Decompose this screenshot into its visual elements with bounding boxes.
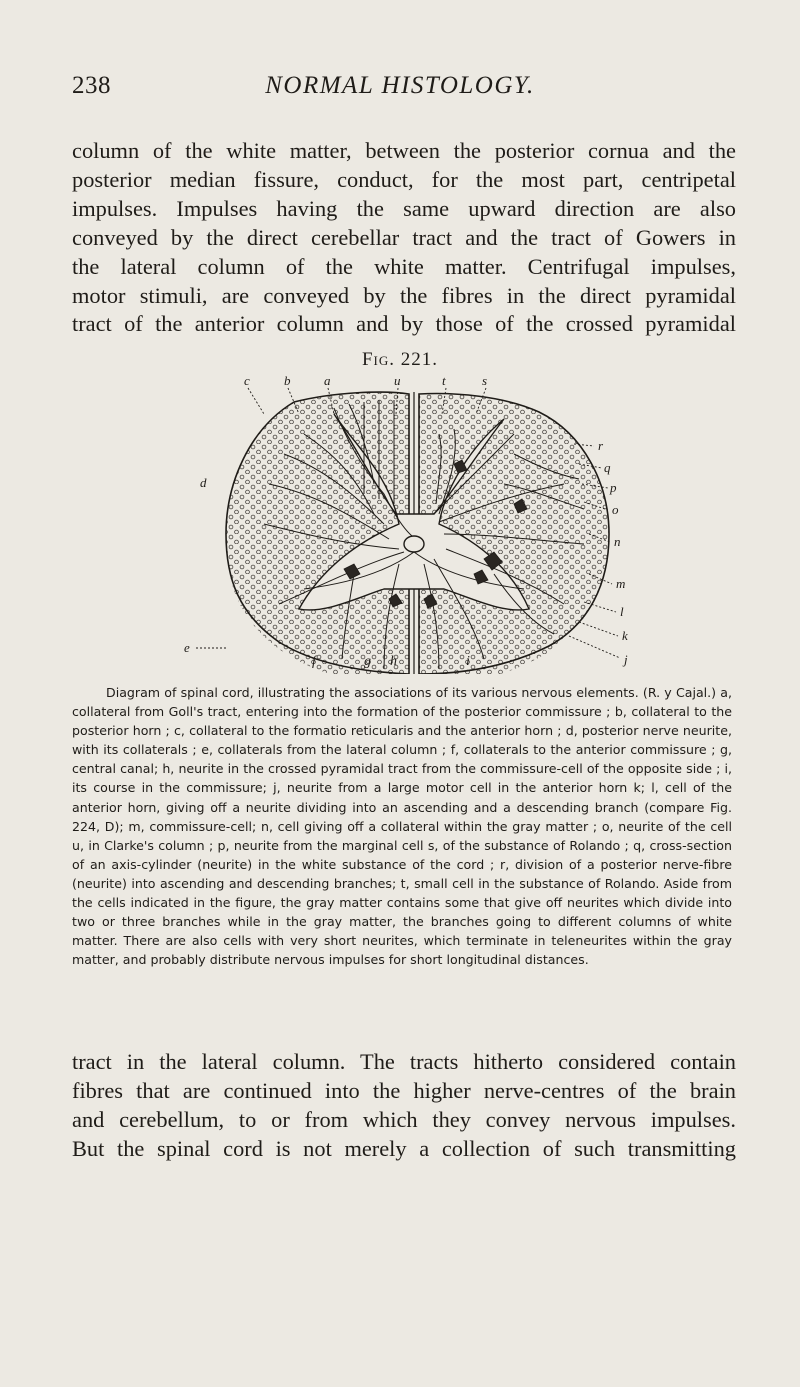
figure-title: Fig. 221.	[361, 349, 439, 370]
label-m: m	[616, 576, 626, 591]
label-u: u	[394, 374, 401, 388]
text-line: tract in the lateral column. The tracts hitherto considered contain	[72, 1049, 736, 1074]
label-q: q	[604, 460, 611, 475]
text-line: tract of the anterior column and by those of the crossed pyramidal	[72, 311, 736, 337]
label-c: c	[244, 374, 250, 388]
paragraph-2	[72, 1048, 736, 1164]
caption-text: Diagram of spinal cord, illustrating the associations of its various nervous elements. (R. y Cajal.) a, collateral from Goll's tract, entering into the formation of the posterior commissure ; b, collateral to the posterior horn ; c, collateral to the formatio reticularis and the anterior horn ; d, posterior nerve neurite, with its collaterals ; e, collaterals from the lateral column ; f, collaterals to the anterior commissure ; g, central canal; h, neurite in the crossed pyramidal tract from the commissure-cell of the opposite side ; i, its course in the commissure; j, neurite from a large motor cell in the anterior horn k; l, cell of the anterior horn, giving off a neurite dividing into an ascending and a descending branch (compare Fig. 224, D); m, commissure-cell; n, cell giving off a collateral within the gray matter ; o, neurite of the cell u, in Clarke's column ; p, neurite from the marginal cell s, of the substance of Rolando ; q, cross-section of an axis-cylinder (neurite) in the white substance of the cord ; r, division of a posterior nerve-fibre (neurite) into ascending and descending branches; t, small cell in the substance of Rolando. Aside from the cells indicated in the figure, the gray matter contains some that give off neurites which divide into two or three branches while in the gray matter, the branches going to different columns of white matter. There are also cells with very short neurites, which terminate in teleneurites within the gray matter, and probably distribute nervous impulses for short longitudinal distances.	[72, 685, 732, 968]
spinal-cord-illustration	[184, 374, 644, 674]
text-line: But the spinal cord is not merely a collection of such transmitting	[72, 1135, 736, 1161]
label-h: h	[390, 654, 397, 669]
label-g: g	[364, 654, 371, 669]
page-header	[0, 72, 800, 112]
label-i: i	[466, 654, 470, 669]
text-line: impulses. Impulses having the same upward direction are also	[72, 195, 736, 221]
running-title: NORMAL HISTOLOGY.	[265, 72, 535, 99]
text-line: fibres that are continued into the higher nerve-centres of the brain	[72, 1077, 736, 1103]
label-s: s	[482, 374, 488, 388]
figure-bottom-labels	[184, 654, 644, 676]
figure-caption	[72, 683, 732, 969]
label-f: f	[312, 654, 316, 669]
label-o: o	[612, 502, 619, 517]
paragraph-1	[72, 137, 736, 339]
label-e: e	[184, 640, 190, 655]
label-d: d	[200, 475, 207, 490]
label-p: p	[610, 480, 617, 495]
label-a: a	[324, 374, 331, 388]
label-l: l	[620, 604, 624, 619]
label-k: k	[622, 628, 628, 643]
label-j: j	[624, 652, 628, 667]
label-b: b	[284, 374, 291, 388]
text-line: and cerebellum, to or from which they convey nervous impulses.	[72, 1106, 736, 1132]
text-line: the lateral column of the white matter. Centrifugal impulses,	[72, 253, 736, 279]
text-line: posterior median fissure, conduct, for the most part, centripetal	[72, 166, 736, 192]
label-n: n	[614, 534, 621, 549]
text-line: conveyed by the direct cerebellar tract and the tract of Gowers in	[72, 224, 736, 250]
spinal-cord-diagram	[184, 374, 644, 674]
label-r: r	[598, 438, 604, 453]
text-line: column of the white matter, between the posterior cornua and the	[72, 138, 736, 163]
text-line: motor stimuli, are conveyed by the fibres in the direct pyramidal	[72, 282, 736, 308]
label-t: t	[442, 374, 446, 388]
page-number: 238	[72, 72, 111, 99]
central-canal	[404, 536, 424, 552]
